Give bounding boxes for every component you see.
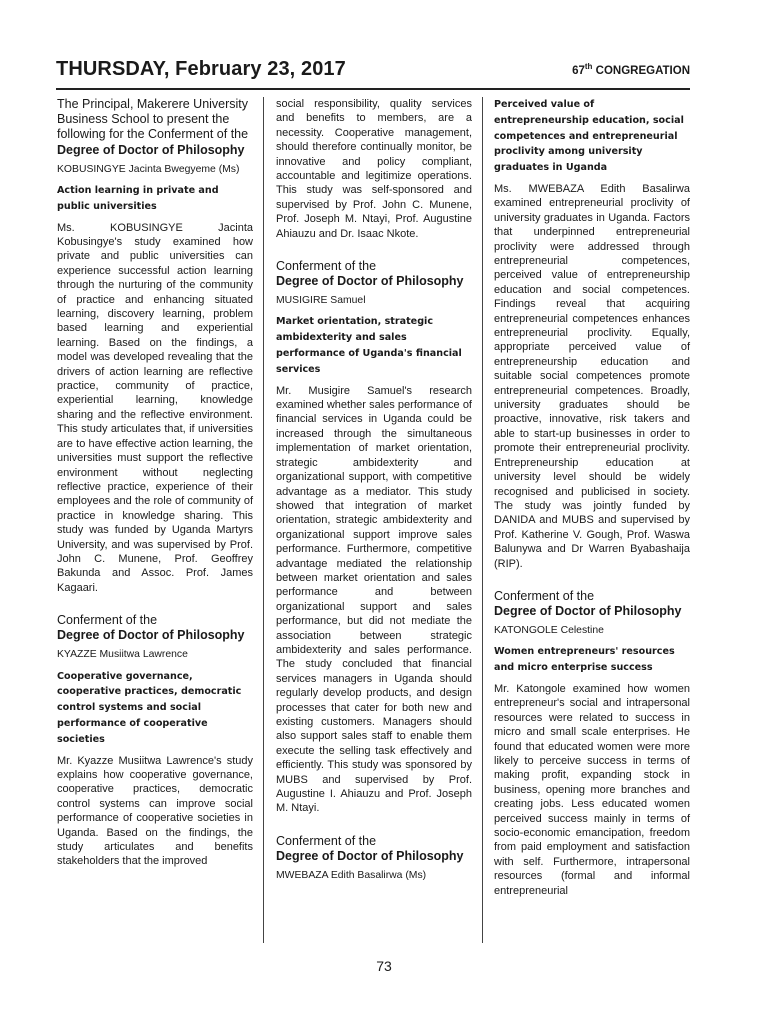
column-divider	[263, 97, 264, 943]
congregation-suffix: th	[584, 62, 593, 71]
abstract-text-continued: social responsibility, quality services and benefits to members, are a necessity. Cooperative management, should therefore continually monitor, be innovative and policy compliant, accountable and legitimize operations. This study was self-sponsored and supervised by Prof. John C. Munene, Prof. Joseph M. Ntayi, Prof. Augustine Ahiauzu and Dr. Isaac Nkote.	[276, 98, 472, 240]
abstract-text: Mr. Musigire Samuel's research examined whether sales performance of financial services in Uganda could be increased through the simultaneous implementation of market orientation, strategic ambidexterity and organizational support, with competitive advantage as a mediator. This study showed that integration of market orientation, strategic ambidexterity and organizational support improve sales performance. Furthermore, competitive advantage mediated the relationship between market orientation and sales performance and between organizational support and sales performance, but did not mediate the association between strategic ambidexterity and sales performance. The study concluded that financial services managers in Uganda should regularly develop products, and design processes that cater for both new and existing customers. Managers should also support sales staff to enable them execute the selling task effectively and efficiently. This study was sponsored by MUBS and supervised by Prof. Augustine I. Ahiauzu and Prof. Joseph M. Ntayi.	[276, 384, 472, 815]
thesis-title: Market orientation, strategic ambidexterity and sales performance of Uganda's financial services	[276, 316, 462, 375]
candidate-name: MWEBAZA Edith Basalirwa (Ms)	[276, 869, 427, 881]
degree-title: Degree of Doctor of Philosophy	[276, 848, 464, 863]
degree-title: Degree of Doctor of Philosophy	[276, 274, 464, 289]
issue-date: THURSDAY, February 23, 2017	[56, 58, 346, 80]
thesis-title: Action learning in private and public universities	[57, 185, 219, 212]
abstract-text: Mr. Katongole examined how women entrepreneur's social and intrapersonal resources were related to success in micro and small scale enterprises. He found that educated women were more likely to perceive success in terms of making profit, expanding stock in business, opening more branches and creating jobs. Less educated women perceived success mainly in terms of socio-economic emancipation, freedom from paid employment and satisfaction with self. Furthermore, intrapersonal resources (formal and informal entrepreneurial	[494, 682, 690, 897]
conferment-heading: Conferment of the	[494, 588, 595, 603]
conferment-heading: Conferment of the	[276, 259, 377, 274]
intro-text: The Principal, Makerere University Business School to present the following for the Conferment of the	[57, 97, 249, 142]
degree-title: Degree of Doctor of Philosophy	[57, 628, 245, 643]
abstract-text: Mr. Kyazze Musiitwa Lawrence's study explains how cooperative governance, cooperative practices, democratic control systems can improve social performance of cooperative societies in Uganda. Based on the findings, the study articulates and benefits stakeholders that the improved	[57, 754, 253, 868]
column-1	[57, 97, 253, 869]
abstract-text: Ms. MWEBAZA Edith Basalirwa examined entrepreneurial proclivity of university graduates in Uganda. Factors that underpinned entrepreneurial proclivity were addressed through entrepreneurial competences, perceived value of entrepreneurship education and social competences. Findings reveal that acquiring entrepreneurial competences enhances entrepreneurial proclivity. Equally, appropriate perceived value of entrepreneurship education and suitable social competences promote entrepreneurial competences. Broadly, university graduates should be proactive, innovative, risk takers and able to start-up businesses in order to promote their entrepreneurial proclivity. Entrepreneurship education at university level should be widely recognised and publicised in society. The study was jointly funded by DANIDA and MUBS and supervised by Prof. Katherine V. Gough, Prof. Waswa Balunywa and Dr Warren Byabashaija (RIP).	[494, 182, 690, 570]
conferment-heading: Conferment of the	[57, 613, 158, 628]
conferment-heading: Conferment of the	[276, 833, 377, 848]
header-rule	[56, 88, 690, 90]
column-3	[494, 97, 690, 898]
page-header	[56, 58, 690, 88]
congregation-number: 67	[572, 64, 585, 77]
thesis-title: Cooperative governance, cooperative practices, democratic control systems and social performance of cooperative societies	[57, 670, 242, 745]
thesis-title: Women entrepreneurs' resources and micro enterprise success	[494, 646, 675, 674]
column-2	[276, 97, 472, 889]
congregation-word: CONGREGATION	[595, 64, 690, 77]
page-number: 73	[376, 958, 392, 974]
degree-title: Degree of Doctor of Philosophy	[494, 603, 682, 618]
candidate-name: KATONGOLE Celestine	[494, 624, 604, 636]
column-divider	[482, 97, 483, 943]
thesis-title: Perceived value of entrepreneurship education, social competences and entrepreneurial proclivity among university graduates in Uganda	[494, 99, 684, 174]
candidate-name: KYAZZE Musiitwa Lawrence	[57, 649, 188, 661]
congregation-label	[572, 62, 690, 77]
candidate-name: MUSIGIRE Samuel	[276, 295, 366, 307]
degree-title: Degree of Doctor of Philosophy	[57, 142, 245, 157]
candidate-name: KOBUSINGYE Jacinta Bwegyeme (Ms)	[57, 163, 240, 175]
abstract-text: Ms. KOBUSINGYE Jacinta Kobusingye's study examined how private and public universities can experience successful action learning through the nurturing of the community of practice and enhancing situated learning, discovery learning, problem based learning and experiential learning. Based on the findings, a model was developed revealing that the drivers of action learning are reflective practice, community of practice, experiential learning, knowledge sharing and the reflective environment. This study articulates that, if universities are to have effective action learning, the universities must support the reflective environment without neglecting reflective practice, experience of their employees and the role of community of practice in knowledge sharing. This study was funded by Uganda Martyrs University, and was supervised by Prof. John C. Munene, Prof. Geoffrey Bakunda and Assoc. Prof. James Kagaari.	[57, 221, 253, 594]
